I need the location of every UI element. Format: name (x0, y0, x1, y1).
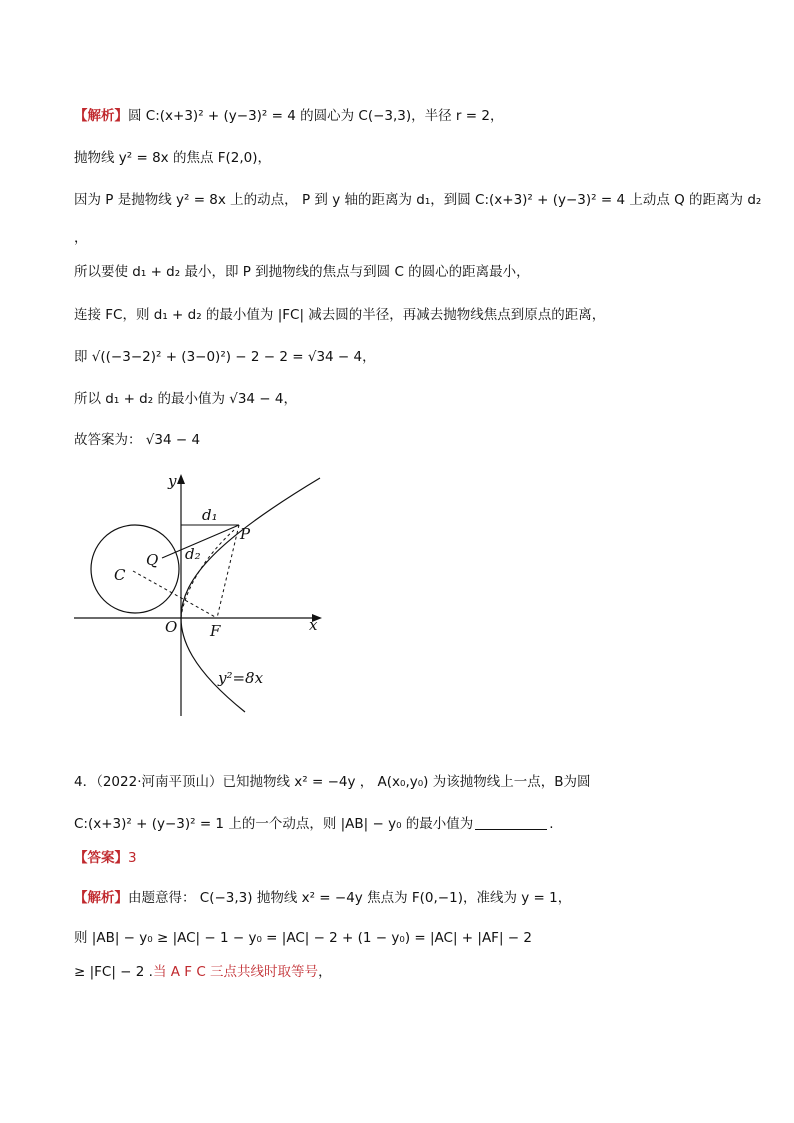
analysis-line-5: 连接 FC，则 d₁ + d₂ 的最小值为 |FC| 减去圆的半径，再减去抛物线焦点到原点的距离， (74, 307, 606, 323)
label-q: Q (146, 551, 159, 569)
analysis-line-1 (74, 106, 503, 126)
analysis-line-6: 即 √((−3−2)² + (3−0)²) − 2 − 2 = √34 − 4， (74, 349, 376, 365)
parabola-circle-figure (70, 468, 330, 718)
analysis-4-text: 由题意得： C(−3,3) 抛物线 x² = −4y 焦点为 F(0,−1)，准线为 y = 1， (128, 890, 572, 906)
segment-cf (133, 571, 217, 618)
problem-4-line-1: 4．（2022·河南平顶山）已知抛物线 x² = −4y ， A(x₀,y₀) 为该抛物线上一点，B为圆 (74, 774, 591, 790)
analysis-4-line-3 (74, 962, 332, 982)
answer-line-4 (74, 848, 137, 868)
label-d2: d₂ (185, 545, 201, 563)
analysis-4-comma: ， (318, 964, 332, 980)
circle-c (91, 525, 179, 613)
analysis-line-3: 因为 P 是抛物线 y² = 8x 上的动点， P 到 y 轴的距离为 d₁，到圆 C:(x+3)² + (y−3)² = 4 上动点 Q 的距离为 d₂ (74, 192, 762, 208)
label-c: C (114, 566, 126, 584)
label-d1: d₁ (202, 506, 218, 524)
label-x: x (309, 616, 318, 634)
analysis-line-4: 所以要使 d₁ + d₂ 最小，即 P 到抛物线的焦点与到圆 C 的圆心的距离最小， (74, 264, 530, 280)
answer-tag: 【答案】 (74, 850, 128, 866)
answer-blank (475, 815, 547, 830)
analysis-line-7: 所以 d₁ + d₂ 的最小值为 √34 − 4， (74, 391, 297, 407)
y-axis-arrow-icon (177, 474, 185, 484)
problem-4-text: C:(x+3)² + (y−3)² = 1 上的一个动点，则 |AB| − y₀ 的最小值为 (74, 816, 474, 832)
analysis-4-inequality: ≥ |FC| − 2 . (74, 964, 153, 980)
analysis-line-3-wrap: ， (74, 230, 88, 246)
analysis-4-tag: 【解析】 (74, 890, 128, 906)
problem-4-line-2 (74, 814, 554, 834)
analysis-tag: 【解析】 (74, 108, 128, 124)
segment-pf (217, 525, 239, 618)
label-o: O (165, 618, 178, 636)
analysis-4-line-1 (74, 888, 571, 908)
problem-4-period: . (549, 816, 554, 832)
label-p: P (240, 525, 251, 543)
analysis-text: 圆 C:(x+3)² + (y−3)² = 4 的圆心为 C(−3,3)，半径 r = 2， (128, 108, 504, 124)
answer-line: 故答案为： √34 − 4 (74, 432, 201, 448)
analysis-4-equality-condition: 当 A F C 三点共线时取等号 (152, 964, 319, 980)
label-f: F (210, 622, 221, 640)
analysis-line-2: 抛物线 y² = 8x 的焦点 F(2,0)， (74, 150, 272, 166)
label-parabola-equation: y²=8x (218, 669, 264, 687)
analysis-4-line-2: 则 |AB| − y₀ ≥ |AC| − 1 − y₀ = |AC| − 2 + (1 − y₀) = |AC| + |AF| − 2 (74, 930, 532, 946)
answer-value: 3 (128, 850, 137, 866)
label-y: y (168, 472, 177, 490)
